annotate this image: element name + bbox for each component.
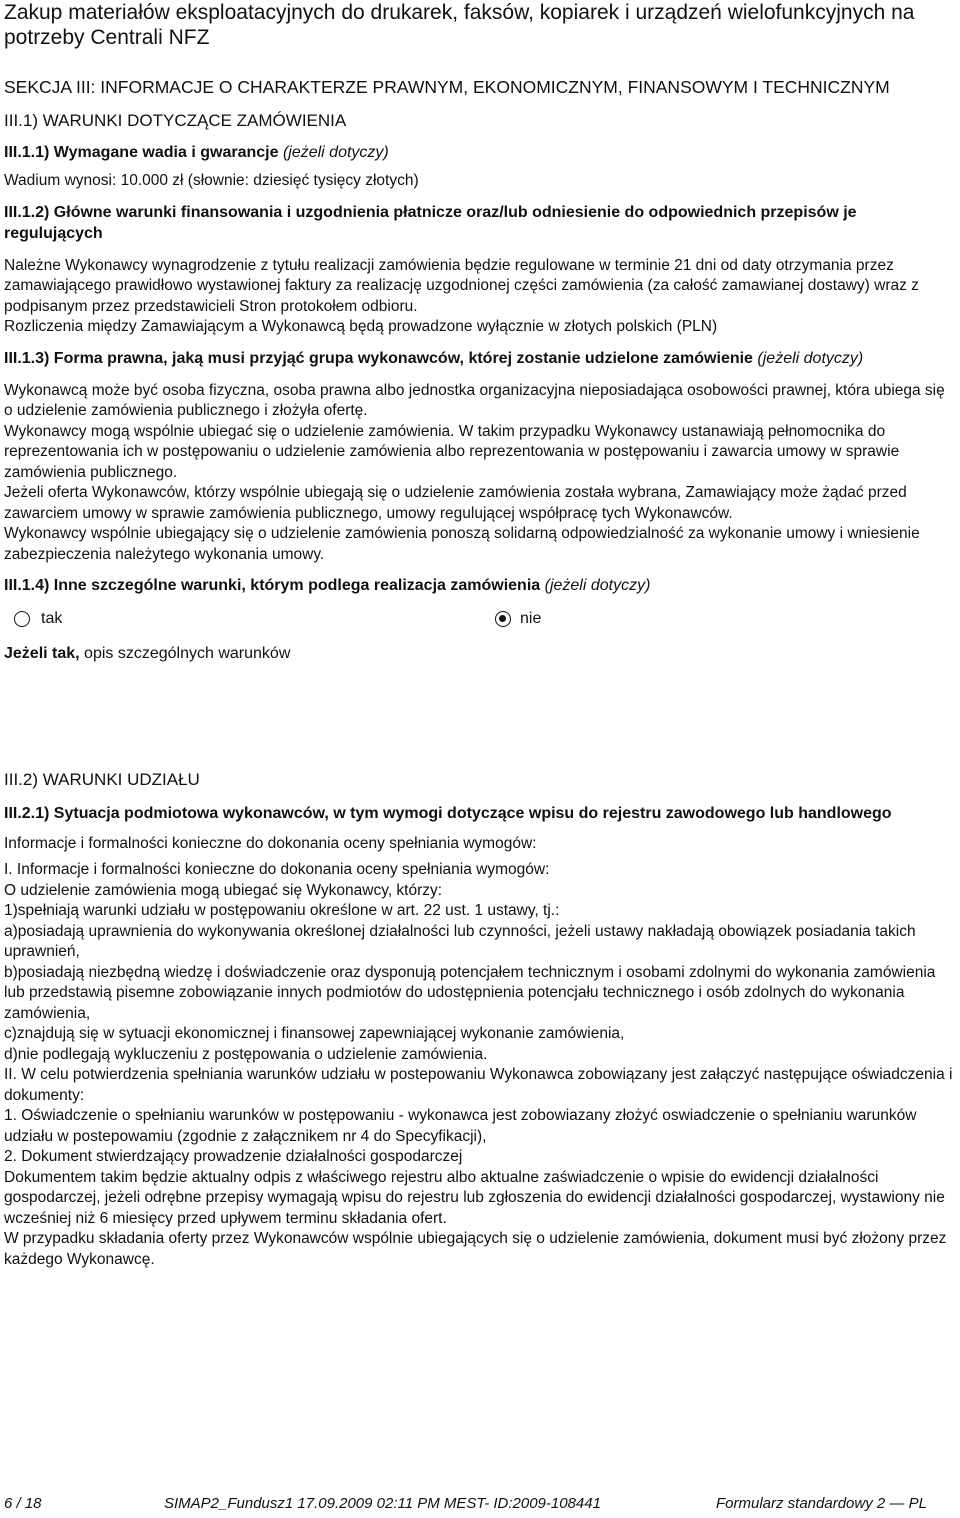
conditions-line: 1. Oświadczenie o spełnianiu warunków w postępowaniu - wykonawca jest zobowiazany złożyć oswiadczenie o spełnianiu warunków udziału w postepowamiu (zgodnie z załącznikem nr 4 do Specyfikacji), [4,1107,917,1145]
conditions-body [4,860,956,1270]
heading-III-1-3 [4,348,956,369]
radio-nie-label: nie [520,610,542,627]
conditions-line: a)posiadają uprawnienia do wykonywania określonej działalności lub czynności, jeżeli ustawy nakładają obowiązek posiadania takich uprawnień, [4,922,916,960]
footer-meta: SIMAP2_Fundusz1 17.09.2009 02:11 PM MEST- ID:2009-108441 [164,1495,601,1512]
conditions-line: O udzielenie zamówienia mogą ubiegać się Wykonawcy, którzy: [4,881,443,899]
footer-form: Formularz standardowy 2 — PL [716,1495,927,1512]
radio-tak-label: tak [41,610,63,627]
conditions-line: c)znajdują się w sytuacji ekonomicznej i finansowej zapewniającej wykonanie zamówienia, [4,1025,625,1042]
heading-III-1-4-text: III.1.4) Inne szczególne warunki, którym podlega realizacja zamówienia [4,577,541,594]
conditions-line: 2. Dokument stwierdzający prowadzenie działalności gospodarczej [4,1148,463,1165]
conditions-line: W przypadku składania oferty przez Wykonawców wspólnie ubiegających się o udzielenie zamówienia, dokument musi być złożony przez każdego Wykonawcę. [4,1230,947,1268]
legal-form-text-1: Wykonawcą może być osoba fizyczna, osoba prawna albo jednostka organizacyjna nieposiadająca osobowości prawnej, która ubiega się o udzielenie zamówienia publicznego i złożyła ofertę. [4,381,945,419]
page-number: 6 / 18 [4,1495,42,1512]
conditions-line: 1)spełniają warunki udziału w postępowaniu określone w art. 22 ust. 1 ustawy, tj.: [4,902,560,919]
page-footer [4,1495,956,1515]
heading-III-1-1 [4,142,956,163]
heading-III-1-1-text: III.1.1) Wymagane wadia i gwarancje [4,144,279,161]
legal-form-text-2: Wykonawcy mogą wspólnie ubiegać się o udzielenie zamówienia. W takim przypadku Wykonawcy ustanawiają pełnomocnika do reprezentowania ich w postępowaniu o udzielenie zamówienia albo reprezentowania w postępowaniu i zawarcia umowy w sprawie zamówienia publicznego. [4,422,900,481]
payment-terms-text: Należne Wykonawcy wynagrodzenie z tytułu realizacji zamówienia będzie regulowane w terminie 21 dni od daty otrzymania przez zamawiającego prawidłowo wystawionej faktury za realizację uzgodnionej części zamówienia (za całość zamawianej dostawy) wraz z podpisanym przez przedstawicieli Stron protokołem odbioru. [4,256,919,315]
heading-III-1-2: III.1.2) Główne warunki finansowania i uzgodnienia płatnicze oraz/lub odniesienie do odpowiednich przepisów je regulujących [4,203,857,242]
document-page [4,0,956,1270]
heading-III-1-1-note: (jeżeli dotyczy) [282,144,389,161]
conditions-line: II. W celu potwierdzenia spełniania warunków udziału w postepowaniu Wykonawca zobowiązany jest załączyć następujące oświadczenia i dokumenty: [4,1066,953,1104]
radio-nie[interactable] [495,611,511,627]
special-conditions-radio-group [4,610,956,636]
heading-III-1: III.1) WARUNKI DOTYCZĄCE ZAMÓWIENIA [4,111,347,130]
wadium-text: Wadium wynosi: 10.000 zł (słownie: dziesięć tysięcy złotych) [4,172,419,189]
legal-form-text-4: Wykonawcy wspólnie ubiegający się o udzielenie zamówienia ponoszą solidarną odpowiedzialność za wykonanie umowy i wniesienie zabezpieczenia należytego wykonania umowy. [4,525,920,563]
if-yes-line [4,644,956,665]
settlement-text: Rozliczenia między Zamawiającym a Wykonawcą będą prowadzone wyłącznie w złotych polskich (PLN) [4,318,718,335]
conditions-line: I. Informacje i formalności konieczne do dokonania oceny spełniania wymogów: [4,861,550,878]
conditions-line: b)posiadają niezbędną wiedzę i doświadczenie oraz dysponują potencjałem technicznym i osobami zdolnymi do wykonania zamówienia lub przedstawią pisemne zobowiązanie innych podmiotów do udostępnienia potencjału technicznego i osób zdolnych do wykonania zamówienia, [4,963,936,1022]
if-yes-rest: opis szczególnych warunków [79,645,291,662]
heading-III-1-3-note: (jeżeli dotyczy) [757,349,864,367]
document-title: Zakup materiałów eksploatacyjnych do drukarek, faksów, kopiarek i urządzeń wielofunkcyjnych na potrzeby Centrali NFZ [4,1,915,49]
conditions-line: Dokumentem takim będzie aktualny odpis z właściwego rejestru albo aktualne zaświadczenie o wpisie do ewidencji działalności gospodarczej, jeżeli odrębne przepisy wymagają wpisu do rejestru lub zgłoszenia do ewidencji działalności gospodarczej, wystawiony nie wcześniej niż 6 miesięcy przed upływem terminu składania ofert. [4,1168,945,1227]
radio-tak[interactable] [14,611,30,627]
heading-III-1-4-note: (jeżeli dotyczy) [544,577,651,594]
section-title: SEKCJA III: INFORMACJE O CHARAKTERZE PRAWNYM, EKONOMICZNYM, FINANSOWYM I TECHNICZNYM [4,77,890,97]
heading-III-2-1: III.2.1) Sytuacja podmiotowa wykonawców, w tym wymogi dotyczące wpisu do rejestru zawodowego lub handlowego [4,804,892,822]
conditions-line: d)nie podlegają wykluczeniu z postępowania o udzielenie zamówienia. [4,1045,488,1063]
if-yes-bold: Jeżeli tak, [4,645,80,662]
legal-form-text-3: Jeżeli oferta Wykonawców, którzy wspólnie ubiegają się o udzielenie zamówienia została wybrana, Zamawiający może żądać przed zawarciem umowy w sprawie zamówienia publicznego, umowy regulującej współpracę tych Wykonawców. [4,484,907,522]
conditions-intro: Informacje i formalności konieczne do dokonania oceny spełniania wymogów: [4,834,537,852]
heading-III-1-4 [4,575,956,596]
heading-III-2: III.2) WARUNKI UDZIAŁU [4,769,200,789]
heading-III-1-3-text: III.1.3) Forma prawna, jaką musi przyjąć grupa wykonawców, której zostanie udzielone zamówienie [4,349,753,367]
